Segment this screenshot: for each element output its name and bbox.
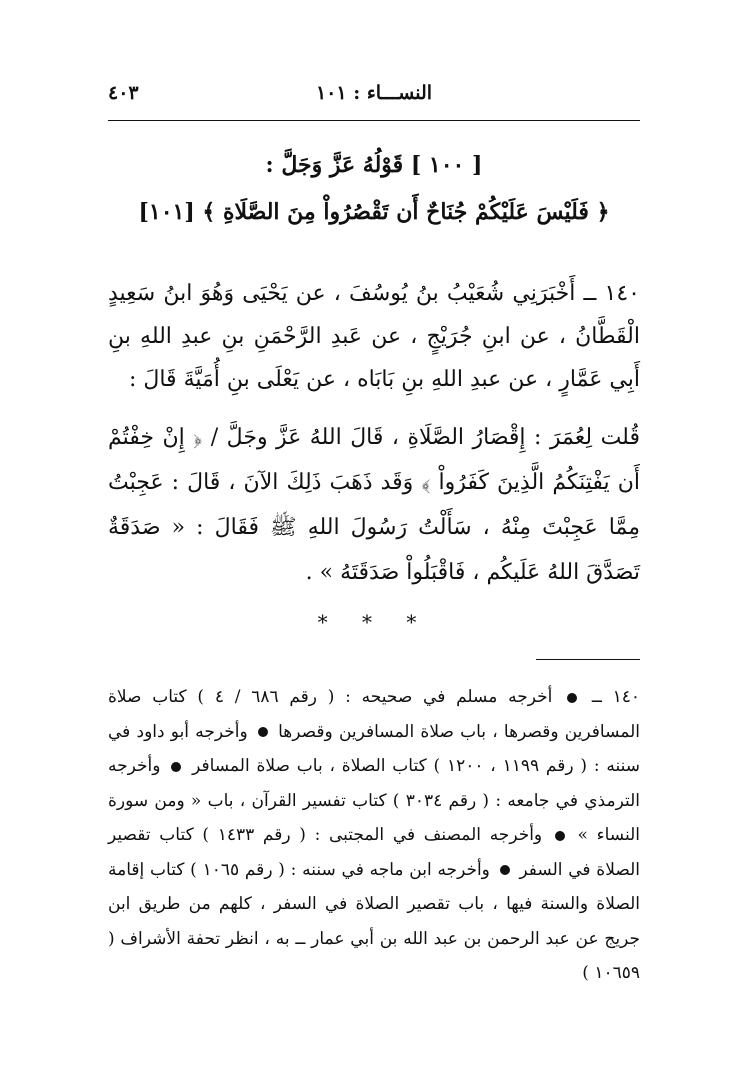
hadith-isnad: ١٤٠ ــ أَخْبَرَنِي شُعَيْبُ بنُ يُوسُفَ ، عن يَحْيَى وَهُوَ ابنُ سَعِيدٍ الْقَطَّانُ ، عن ابنِ جُرَيْجٍ ، عن عَبدِ الرَّحْمَنِ بنِ عبدِ اللهِ بنِ أَبِي عَمَّارٍ ، عن عبدِ اللهِ بنِ بَابَاه ، عن يَعْلَى بنِ أُمَيَّةَ قَالَ : xyxy=(108,281,640,392)
page-header xyxy=(108,82,640,122)
footnote xyxy=(108,680,640,991)
bullet-icon xyxy=(258,727,268,737)
hadith-matn: قُلت لِعُمَرَ : إِقْصَارُ الصَّلَاةِ ، قَالَ اللهُ عَزَّ وجَلَّ / ﴿ إِنْ خِفْتُمْ أَن يَفْتِنَكُمُ الَّذِينَ كَفَرُواْ ﴾ وَقَد ذَهَبَ ذَلِكَ الآنَ ، قَالَ : عَجِبْتُ مِمَّا عَجِبْتَ مِنْهُ ، سَأَلْتُ رَسُولَ اللهِ ﷺ فَقَالَ : « صَدَقَةٌ تَصَدَّقَ اللهُ عَلَيكُم ، فَاقْبَلُواْ صَدَقَتَهُ » . xyxy=(108,425,640,585)
footnote-abu-dawud: وأخرجه أبو داود في سننه : ( رقم ١١٩٩ ، ١٢٠٠ ) كتاب الصلاة ، باب صلاة المسافر xyxy=(108,721,640,776)
bullet-icon xyxy=(171,762,181,772)
footnote-mujtaba: وأخرجه المصنف في المجتبى : ( رقم ١٤٣٣ ) كتاب تقصير الصلاة في السفر xyxy=(108,825,640,880)
quran-verse: ﴿ فَلَيْسَ عَلَيْكُمْ جُنَاحٌ أَن تَقْصُرُواْ مِنَ الصَّلَاةِ ﴾ [١٠١] xyxy=(138,199,610,225)
bullet-icon xyxy=(500,865,510,875)
section-separator: * * * xyxy=(317,610,431,634)
footnote-muslim: أخرجه مسلم في صحيحه : ( رقم ٦٨٦ / ٤ ) كتاب صلاة المسافرين وقصرها ، باب صلاة المسافرين وقصرها xyxy=(108,687,640,742)
bullet-icon xyxy=(567,693,577,703)
section-heading: [ ١٠٠ ] قَوْلُهُ عَزَّ وَجَلَّ : xyxy=(265,152,483,178)
bullet-icon xyxy=(555,831,565,841)
footnote-rule xyxy=(536,659,640,660)
footnote-ibn-majah: وأخرجه ابن ماجه في سننه : ( رقم ١٠٦٥ ) كتاب إقامة الصلاة والسنة فيها ، باب تقصير الصلاة في السفر ، كلهم من طريق ابن جريج عن عبد الرحمن بن عبد الله بن أبي عمار ــ به ، انظر تحفة الأشراف ( ١٠٦٥٩ ) xyxy=(108,859,640,983)
page-number: ٤٠٣ xyxy=(108,82,139,104)
footnote-number: ١٤٠ ــ xyxy=(591,687,640,707)
header-rule xyxy=(108,120,640,121)
running-title: النســـاء : ١٠١ xyxy=(315,82,433,104)
footnote-tirmidhi: وأخرجه الترمذي في جامعه : ( رقم ٣٠٣٤ ) كتاب تفسير القرآن ، باب « ومن سورة النساء » xyxy=(108,756,641,845)
